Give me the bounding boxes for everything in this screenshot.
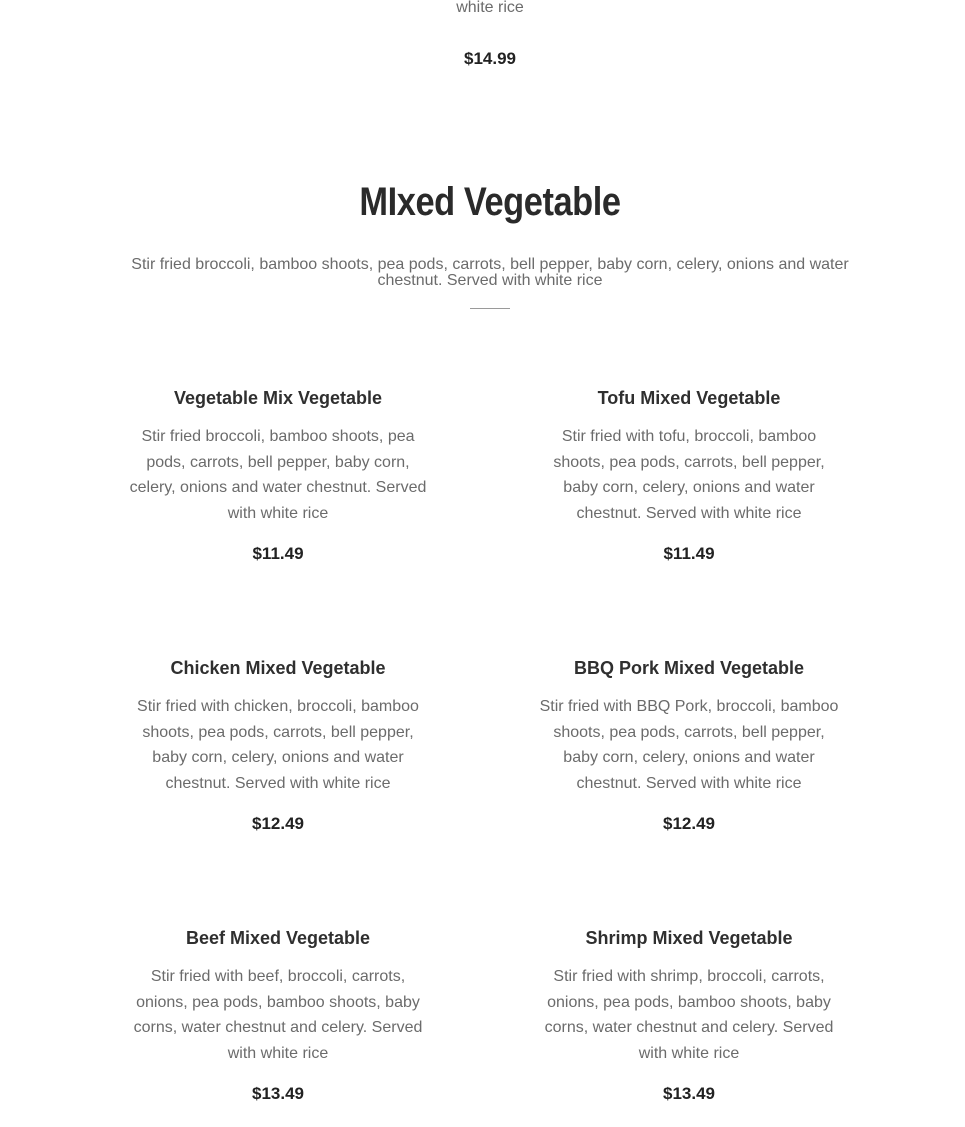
menu-item-name: Chicken Mixed Vegetable [170,658,386,678]
menu-item-price: $11.49 [252,544,304,563]
menu-item-description: Stir fried with BBQ Pork, broccoli, bamboo shoots, pea pods, carrots, bell pepper, baby corn, celery, onions and water chestnut. Served with white rice [539,698,839,792]
menu-item-description: Stir fried broccoli, bamboo shoots, pea pods, carrots, bell pepper, baby corn, celery, onions and water chestnut. Served with white rice [129,428,427,522]
section-divider [470,308,510,309]
menu-item-name: BBQ Pork Mixed Vegetable [573,658,805,678]
menu-item-tofu [534,387,844,577]
menu-item-chicken [123,657,433,847]
menu-item-price: $13.49 [252,1084,304,1103]
menu-item-name: Vegetable Mix Vegetable [173,388,383,408]
previous-item-price: $14.99 [464,49,516,68]
menu-item-price: $12.49 [663,814,715,833]
menu-item-description: Stir fried with chicken, broccoli, bamboo shoots, pea pods, carrots, bell pepper, baby corn, celery, onions and water chestnut. Served with white rice [137,698,419,792]
menu-item-description: Stir fried with shrimp, broccoli, carrots, onions, pea pods, bamboo shoots, baby corns, water chestnut and celery. Served with white rice [544,968,834,1062]
section-title: MIxed Vegetable [359,180,621,224]
previous-item-description-tail: white rice [456,0,524,16]
menu-item-vegetable-mix [123,387,433,577]
menu-item-description: Stir fried with beef, broccoli, carrots, onions, pea pods, bamboo shoots, baby corns, water chestnut and celery. Served with white rice [133,968,423,1062]
menu-item-name: Beef Mixed Vegetable [185,928,371,948]
menu-item-beef [123,927,433,1122]
menu-item-price: $12.49 [252,814,304,833]
menu-item-shrimp [534,927,844,1122]
menu-item-price: $13.49 [663,1084,715,1103]
menu-item-bbq-pork [534,657,844,847]
menu-item-name: Tofu Mixed Vegetable [597,388,781,408]
menu-item-price: $11.49 [663,544,715,563]
menu-item-name: Shrimp Mixed Vegetable [585,928,793,948]
section-description: Stir fried broccoli, bamboo shoots, pea pods, carrots, bell pepper, baby corn, celery, onions and water chestnut. Served with white rice [131,256,849,289]
menu-item-description: Stir fried with tofu, broccoli, bamboo shoots, pea pods, carrots, bell pepper, baby corn, celery, onions and water chestnut. Served with white rice [553,428,825,522]
